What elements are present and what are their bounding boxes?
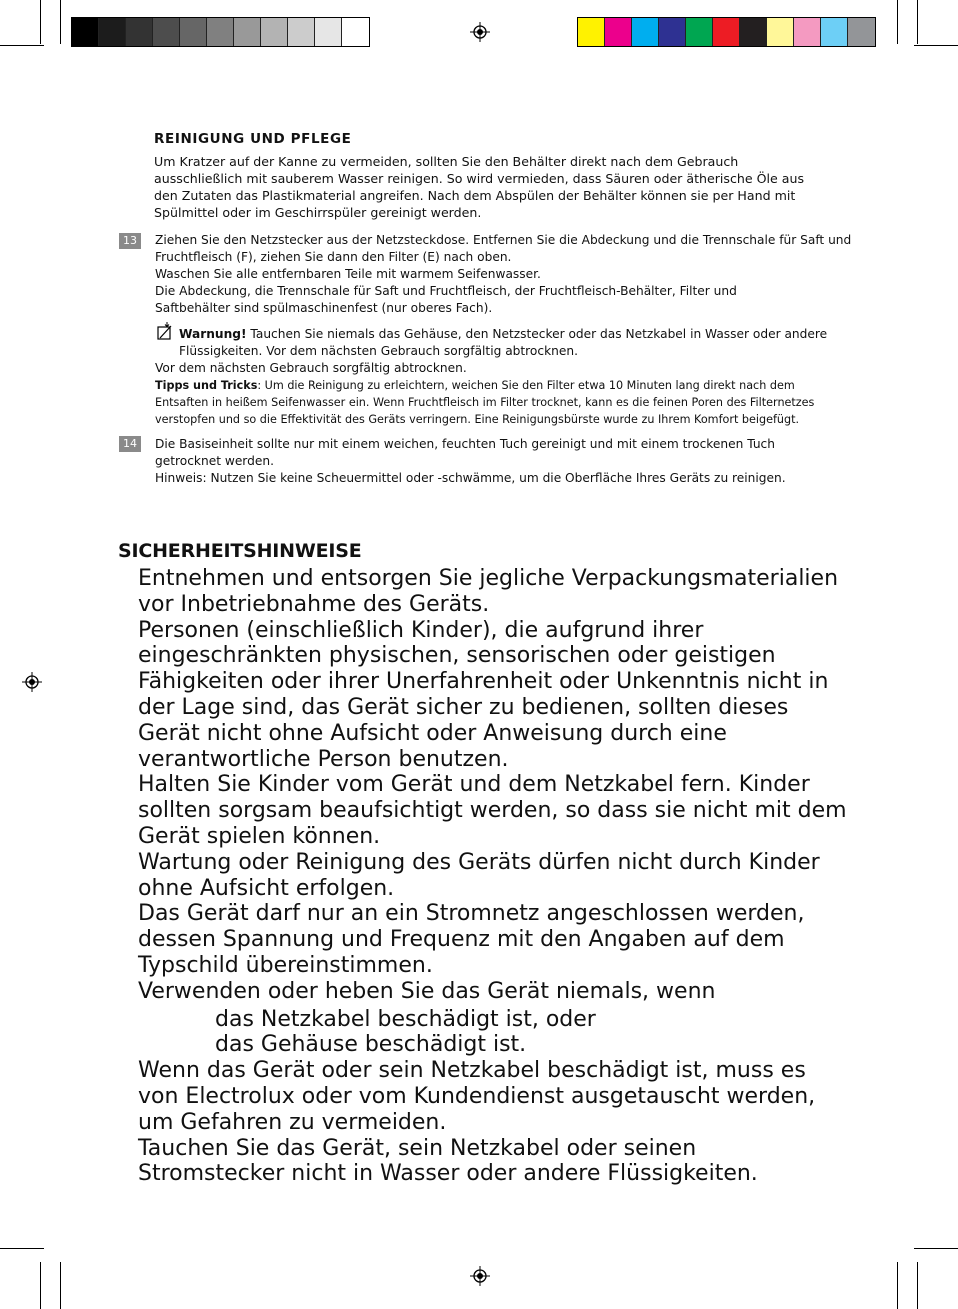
tips-line: Entsaften in heißem Seifenwasser ein. Wenn Fruchtfleisch im Filter trocknet, kann es die feinen Poren des Filternetzes — [155, 396, 815, 409]
color-swatch — [261, 18, 288, 46]
safety-line: um Gefahren zu vermeiden. — [138, 1109, 447, 1135]
step-line: Fruchtfleisch (F), ziehen Sie dann den Filter (E) nach oben. — [155, 250, 512, 264]
intro-line: ausschließlich mit sauberem Wasser reinigen. So wird vermieden, dass Säuren oder ätherische Öle aus — [154, 171, 805, 186]
safety-line: sollten sorgsam beaufsichtigt werden, so dass sie nicht mit dem — [138, 798, 847, 824]
safety-line: verantwortliche Person benutzen. — [138, 746, 509, 772]
safety-line: Das Gerät darf nur an ein Stromnetz angeschlossen werden, — [138, 901, 805, 927]
color-swatch — [713, 18, 740, 46]
step-line: Die Abdeckung, die Trennschale für Saft und Fruchtfleisch, der Fruchtfleisch-Behälter, Filter und — [155, 284, 737, 298]
safety-line: Halten Sie Kinder vom Gerät und dem Netzkabel fern. Kinder — [138, 772, 810, 798]
step-line: getrocknet werden. — [155, 454, 274, 468]
step-line: Ziehen Sie den Netzstecker aus der Netzsteckdose. Entfernen Sie die Abdeckung und die Trennschale für Saft und — [155, 233, 852, 247]
step-13-text — [155, 232, 895, 317]
registration-mark-icon — [22, 672, 42, 692]
tips-label: Tipps und Tricks — [155, 379, 258, 392]
crop-mark — [914, 1248, 958, 1249]
crop-mark — [917, 0, 918, 44]
after-warning-text: Vor dem nächsten Gebrauch sorgfältig abtrocknen. — [155, 361, 467, 375]
crop-mark — [0, 1248, 44, 1249]
tips-line: : Um die Reinigung zu erleichtern, weichen Sie den Filter etwa 10 Minuten lang direkt nach dem — [257, 379, 795, 392]
color-swatch — [632, 18, 659, 46]
safety-line: von Electrolux oder vom Kundendienst ausgetauscht werden, — [138, 1084, 816, 1109]
warning-line: Flüssigkeiten. Vor dem nächsten Gebrauch sorgfältig abtrocknen. — [179, 344, 578, 358]
crop-mark — [60, 0, 61, 44]
intro-line: Spülmittel oder im Geschirrspüler gereinigt werden. — [154, 205, 482, 220]
cleaning-title: REINIGUNG UND PFLEGE — [154, 131, 352, 147]
color-swatch — [740, 18, 767, 46]
color-swatch — [767, 18, 794, 46]
color-swatch — [72, 18, 99, 46]
safety-line: das Netzkabel beschädigt ist, oder — [215, 1006, 596, 1032]
warning-icon — [157, 322, 175, 340]
step-14-text — [155, 436, 895, 487]
safety-line: der Lage sind, das Gerät sicher zu bedienen, sollten dieses — [138, 695, 789, 720]
safety-line: vor Inbetriebnahme des Geräts. — [138, 591, 490, 617]
color-swatch — [578, 18, 605, 46]
warning-text — [179, 326, 899, 360]
intro-line: den Zutaten das Plastikmaterial angreifen. Nach dem Abspülen der Behälter können sie per Hand mit — [154, 188, 796, 203]
color-swatch — [234, 18, 261, 46]
warning-label: Warnung! — [179, 327, 247, 341]
color-swatch — [342, 18, 369, 46]
grayscale-color-bar — [71, 17, 370, 47]
color-swatch — [126, 18, 153, 46]
warning-line: Tauchen Sie niemals das Gehäuse, den Netzstecker oder das Netzkabel in Wasser oder andere — [246, 327, 828, 341]
color-swatch — [686, 18, 713, 46]
color-swatch — [207, 18, 234, 46]
intro-line: Um Kratzer auf der Kanne zu vermeiden, sollten Sie den Behälter direkt nach dem Gebrauch — [154, 154, 739, 169]
step-line: Waschen Sie alle entfernbaren Teile mit warmem Seifenwasser. — [155, 267, 541, 281]
safety-line: eingeschränkten physischen, sensorischen oder geistigen — [138, 643, 776, 669]
color-swatch — [288, 18, 315, 46]
registration-mark-icon — [470, 1266, 490, 1286]
safety-line: Typschild übereinstimmen. — [138, 953, 433, 978]
registration-mark-icon — [470, 22, 490, 42]
tips-line: verstopfen und so die Effektivität des Geräts verringern. Eine Reinigungsbürste wurde zu Ihrem Komfort beigefügt. — [155, 413, 800, 426]
color-swatch — [821, 18, 848, 46]
crop-mark — [897, 1262, 898, 1309]
step-number-badge: 13 — [119, 233, 141, 249]
crop-mark — [914, 45, 958, 46]
color-swatch — [153, 18, 180, 46]
safety-line: das Gehäuse beschädigt ist. — [215, 1032, 527, 1058]
color-swatch — [794, 18, 821, 46]
step-line: Hinweis: Nutzen Sie keine Scheuermittel oder -schwämme, um die Oberfläche Ihres Geräts zu reinigen. — [155, 471, 786, 485]
step-line: Die Basiseinheit sollte nur mit einem weichen, feuchten Tuch gereinigt und mit einem trockenen Tuch — [155, 437, 775, 451]
safety-line: Tauchen Sie das Gerät, sein Netzkabel oder seinen — [138, 1135, 697, 1161]
safety-title: SICHERHEITSHINWEISE — [118, 540, 362, 562]
safety-line: Personen (einschließlich Kinder), die aufgrund ihrer — [138, 617, 704, 643]
color-swatch — [315, 18, 342, 46]
crop-mark — [60, 1262, 61, 1309]
safety-line: Gerät nicht ohne Aufsicht oder Anweisung durch eine — [138, 720, 727, 746]
step-number-badge: 14 — [119, 436, 141, 452]
safety-line: Verwenden oder heben Sie das Gerät niemals, wenn — [138, 978, 716, 1004]
color-swatch — [99, 18, 126, 46]
safety-line: Entnehmen und entsorgen Sie jegliche Verpackungsmaterialien — [138, 566, 839, 591]
cleaning-intro — [154, 153, 844, 221]
safety-line: Fähigkeiten oder ihrer Unerfahrenheit oder Unkenntnis nicht in — [138, 669, 829, 695]
step-line: Saftbehälter sind spülmaschinenfest (nur oberes Fach). — [155, 301, 493, 315]
crop-mark — [897, 0, 898, 44]
safety-line: ohne Aufsicht erfolgen. — [138, 875, 395, 901]
safety-line: Wartung oder Reinigung des Geräts dürfen nicht durch Kinder — [138, 849, 820, 875]
color-swatch — [180, 18, 207, 46]
crop-mark — [40, 0, 41, 44]
color-swatch — [605, 18, 632, 46]
crop-mark — [0, 45, 44, 46]
safety-line: Gerät spielen können. — [138, 824, 381, 849]
safety-line: Stromstecker nicht in Wasser oder andere Flüssigkeiten. — [138, 1161, 758, 1187]
safety-line: dessen Spannung und Frequenz mit den Angaben auf dem — [138, 927, 785, 953]
crop-mark — [917, 1262, 918, 1309]
color-swatch — [848, 18, 875, 46]
color-swatch — [659, 18, 686, 46]
safety-line: Wenn das Gerät oder sein Netzkabel beschädigt ist, muss es — [138, 1058, 806, 1084]
tips-text — [155, 377, 895, 428]
process-color-bar — [577, 17, 876, 47]
crop-mark — [40, 1262, 41, 1309]
